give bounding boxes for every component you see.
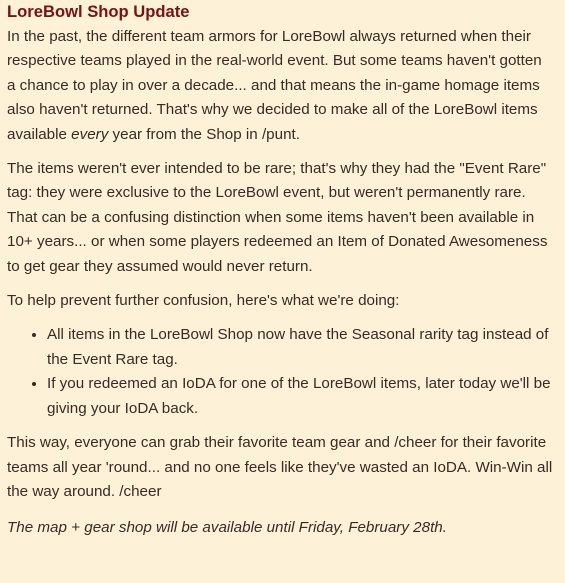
list-item: • If you redeemed an IoDA for one of the LoreBowl items, later today we'll be giving your IoDA back. bbox=[47, 372, 553, 421]
changes-list bbox=[7, 323, 553, 421]
closing-note: The map + gear shop will be available until Friday, February 28th. bbox=[7, 519, 447, 537]
article-title: LoreBowl Shop Update bbox=[7, 2, 190, 21]
paragraph-history bbox=[7, 25, 553, 147]
paragraph-intro: To help prevent further confusion, here's what we're doing: bbox=[7, 292, 400, 310]
paragraph-history-text: In the past, the different team armors for LoreBowl always returned when their respective teams played in the real-world event. But some teams haven't gotten a chance to play in over a decade... and that means the in-game homage items also haven't returned. That's why we decided to make all of the LoreBowl items available bbox=[7, 28, 542, 143]
paragraph-rarity: The items weren't ever intended to be rare; that's why they had the "Event Rare" tag: they were exclusive to the LoreBowl event, but weren't permanently rare. That can be a confusing distinction when some items haven't been available in 10+ years... or when some players redeemed an Item of Donated Awesomeness to get gear they assumed would never return. bbox=[7, 160, 548, 275]
emphasis-every: every bbox=[71, 125, 109, 143]
paragraph-conclusion: This way, everyone can grab their favorite team gear and /cheer for their favorite teams all year 'round... and no one feels like they've wasted an IoDA. Win-Win all the way around. /cheer bbox=[7, 434, 553, 500]
list-item: • All items in the LoreBowl Shop now have the Seasonal rarity tag instead of the Event Rare tag. bbox=[47, 323, 553, 372]
paragraph-history-end: year from the Shop in /punt. bbox=[108, 125, 300, 143]
